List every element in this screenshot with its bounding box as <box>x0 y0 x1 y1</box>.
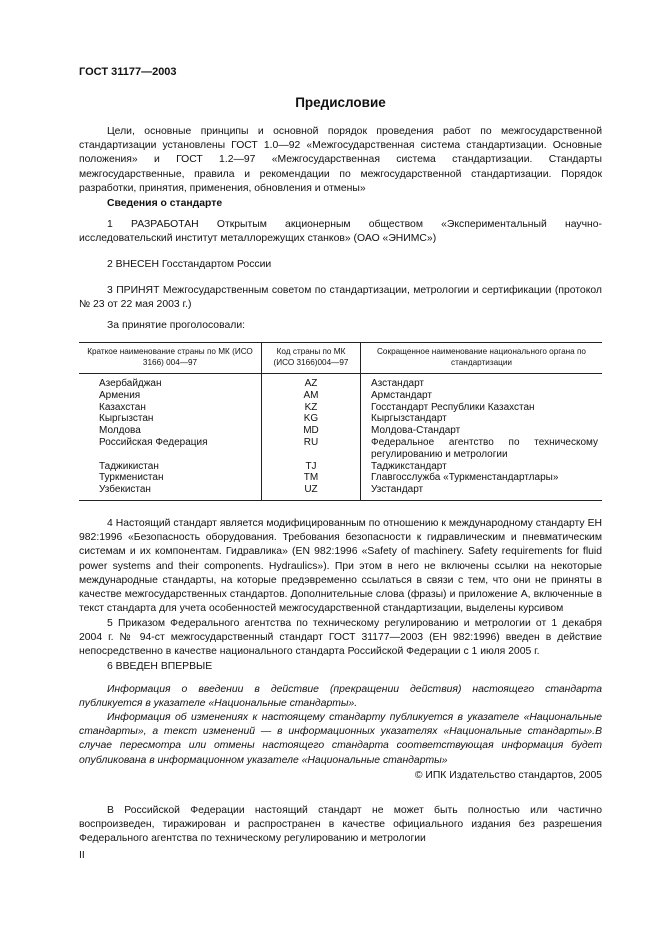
body-cell: Армстандарт <box>371 389 432 401</box>
body-cell: Узстандарт <box>361 484 603 500</box>
table-row <box>79 484 602 500</box>
header-code: Код страны по МК (ИСО 3166)004—97 <box>262 343 361 374</box>
body-cell: Кыргызстандарт <box>371 413 447 425</box>
item-2-introduced: 2 ВНЕСЕН Госстандартом России <box>107 259 272 270</box>
intro-paragraph: Цели, основные принципы и основной порядок проведения работ по межгосударственной стандартизации установлены ГОСТ 1.0—92 «Межгосударственная система стандартизации. Основные положения» и ГОСТ 1.2—97 «Межгосударственная система стандартизации. Стандарты межгосударственные, правила и рекомендации по межгосударственной стандартизации. Порядок разработки, принятия, применения, обновления и отмены» <box>79 126 602 194</box>
table-row <box>79 425 602 437</box>
table-row <box>79 437 602 461</box>
item-3-adopted: 3 ПРИНЯТ Межгосударственным советом по стандартизации, метрологии и сертификации (протокол № 23 от 22 мая 2003 г.) <box>79 285 602 311</box>
item-4-modification: 4 Настоящий стандарт является модифицированным по отношению к международному стандарту ЕН 982:1996 «Безопасность оборудования. Требования безопасности к гидравлическим и пневматическим системам и их компонентам. Гидравлика» (EN 982:1996 «Safety of machinery. Safety requirements for fluid power systems and their components. Hydraulics»). При этом в него не включены ссылки на некоторые международные стандарты, на которые предэвременно ссылаться в связи с тем, что они не приняты в качестве межгосударственных стандартов. Дополнительные слова (фразы) и приложение А, включенные в текст стандарта для учета особенностей межгосударственной стандартизации, выделены курсивом <box>79 518 602 615</box>
body-cell: Молдова-Стандарт <box>371 425 461 437</box>
body-cell: Госстандарт Республики Казахстан <box>371 401 535 413</box>
page-title: Предисловие <box>295 95 386 110</box>
header-national-body: Сокращенное наименование национального органа по стандартизации <box>361 343 603 374</box>
code-cell: TJ <box>262 461 361 473</box>
table-row <box>79 413 602 425</box>
code-cell: MD <box>262 425 361 437</box>
item-5-order: 5 Приказом Федерального агентства по техническому регулированию и метрологии от 1 декабря 2004 г. № 94-ст межгосударственный стандарт ГОСТ 31177—2003 (ЕН 982:1996) введен в действие непосредственно в качестве национального стандарта Российской Федерации с 1 июля 2005 г. <box>79 618 602 658</box>
country-cell: Армения <box>99 389 141 401</box>
section-subheading: Сведения о стандарте <box>107 198 223 209</box>
table-row <box>79 461 602 473</box>
table-header-row <box>79 343 602 374</box>
country-cell: Таджикистан <box>99 460 159 472</box>
body-cell: Федеральное агентство по техническому регулированию и метрологии <box>371 436 598 460</box>
code-cell: RU <box>262 437 361 461</box>
country-cell: Азербайджан <box>99 378 162 389</box>
voted-label: За принятие проголосовали: <box>107 320 246 331</box>
page-number: II <box>79 850 85 861</box>
code-cell: KG <box>262 413 361 425</box>
document-header: ГОСТ 31177—2003 <box>79 66 177 78</box>
item-1-developed: 1 РАЗРАБОТАН Открытым акционерным обществом «Экспериментальный научно-исследовательский институт металлорежущих станков» (ОАО «ЭНИМС») <box>79 219 602 245</box>
item-6-first-introduced: 6 ВВЕДЕН ВПЕРВЫЕ <box>107 661 213 672</box>
info-changes-notice: Информация об изменениях к настоящему стандарту публикуется в указателе «Национальные стандарты», а текст изменений — в информационных указателях «Национальные стандарты».В случае пересмотра или отмены настоящего стандарта соответствующая информация будет опубликована в информационном указателе «Национальные стандарты» <box>79 712 602 766</box>
table-row <box>79 472 602 484</box>
body-cell: Главгосслужба «Туркменстандартлары» <box>371 472 559 484</box>
country-cell: Туркменистан <box>99 472 164 484</box>
copyright-line: © ИПК Издательство стандартов, 2005 <box>414 770 602 781</box>
header-country: Краткое наименование страны по МК (ИСО 3166) 004—97 <box>79 343 262 374</box>
country-cell: Узбекистан <box>79 484 262 500</box>
code-cell: TM <box>262 472 361 484</box>
code-cell: AZ <box>262 374 361 390</box>
country-cell: Молдова <box>99 425 141 437</box>
country-cell: Казахстан <box>99 401 146 413</box>
country-cell: Кыргызстан <box>99 413 154 425</box>
table-row <box>79 402 602 414</box>
code-cell: AM <box>262 390 361 402</box>
body-cell: Таджикстандарт <box>371 460 447 472</box>
body-cell: Азстандарт <box>371 378 425 389</box>
reproduction-notice: В Российской Федерации настоящий стандарт не может быть полностью или частично воспроизведен, тиражирован и распространен в качестве официального издания без разрешения Федерального агентства по техническому регулированию и метрологии <box>79 805 602 845</box>
country-cell: Российская Федерация <box>99 436 208 448</box>
table-row <box>79 374 602 390</box>
voting-table <box>79 342 602 501</box>
info-introduction-notice: Информация о введении в действие (прекращении действия) настоящего стандарта публикуется в указателе «Национальные стандарты». <box>79 684 602 710</box>
table-row <box>79 390 602 402</box>
code-cell: UZ <box>262 484 361 500</box>
code-cell: KZ <box>262 402 361 414</box>
